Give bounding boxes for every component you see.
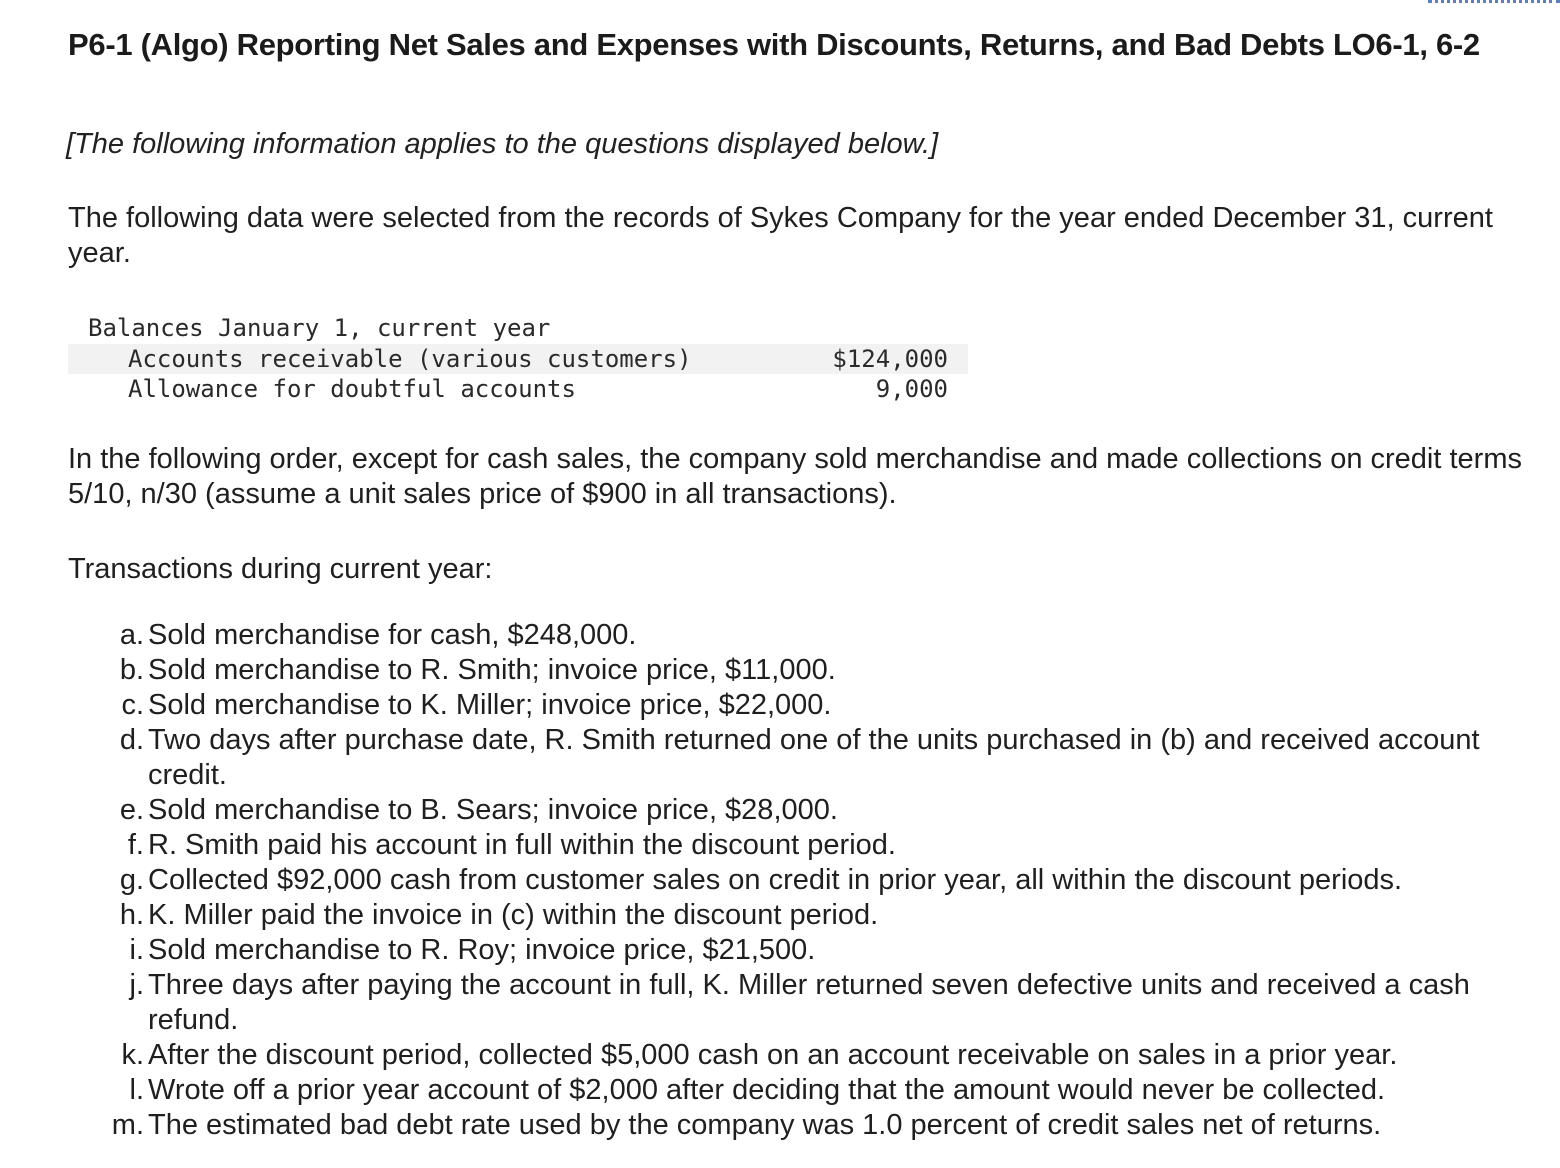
transaction-text: Sold merchandise to R. Smith; invoice price, $11,000. [148,654,836,686]
transaction-letter: l. [129,1074,144,1106]
credit-terms-paragraph: In the following order, except for cash sales, the company sold merchandise and made collections on credit terms 5/10, n/30 (assume a unit sales price of $900 in all transactions). [68,443,1522,510]
transaction-text: Sold merchandise to K. Miller; invoice price, $22,000. [148,689,832,721]
transaction-item [100,723,1540,793]
transaction-letter: i. [129,934,144,966]
transaction-item [100,1108,1540,1143]
transaction-letter: f. [127,829,144,861]
transaction-letter: b. [119,654,144,686]
transaction-letter: a. [119,619,144,651]
transaction-letter: e. [119,794,144,826]
transaction-letter: k. [121,1039,144,1071]
data-intro-paragraph: The following data were selected from the records of Sykes Company for the year ended December 31, current year. [68,202,1493,269]
transaction-text: The estimated bad debt rate used by the company was 1.0 percent of credit sales net of returns. [148,1109,1382,1141]
transaction-item [100,1073,1540,1108]
top-dotted-border [1428,0,1560,9]
transaction-item [100,863,1540,898]
transaction-item [100,793,1540,828]
transaction-item [100,688,1540,723]
transaction-letter: c. [121,689,144,721]
transaction-letter: m. [111,1109,144,1141]
transaction-item [100,968,1540,1038]
transaction-text: Three days after paying the account in full, K. Miller returned seven defective units and received a cash refund. [148,969,1470,1036]
transaction-item [100,618,1540,653]
transaction-letter: g. [119,864,144,896]
balance-amount: $124,000 [832,345,948,373]
transaction-text: After the discount period, collected $5,000 cash on an account receivable on sales in a prior year. [148,1039,1398,1071]
transaction-text: Two days after purchase date, R. Smith returned one of the units purchased in (b) and received account credit. [148,724,1480,791]
problem-title: P6-1 (Algo) Reporting Net Sales and Expenses with Discounts, Returns, and Bad Debts LO6-1, 6-2 [68,27,1480,62]
transactions-list [100,618,1540,1143]
transaction-text: Sold merchandise for cash, $248,000. [148,619,637,651]
transaction-text: Sold merchandise to B. Sears; invoice price, $28,000. [148,794,838,826]
transaction-text: Collected $92,000 cash from customer sales on credit in prior year, all within the discount periods. [148,864,1403,896]
balance-label: Allowance for doubtful accounts [128,375,576,403]
transaction-text: R. Smith paid his account in full within the discount period. [148,829,896,861]
transaction-letter: d. [119,724,144,756]
transaction-text: Sold merchandise to R. Roy; invoice price, $21,500. [148,934,816,966]
transaction-item [100,933,1540,968]
transaction-text: K. Miller paid the invoice in (c) within the discount period. [148,899,879,931]
transactions-heading: Transactions during current year: [68,553,493,585]
balance-label: Accounts receivable (various customers) [128,345,692,373]
balance-row [68,374,968,404]
balance-row [68,344,968,374]
transaction-item [100,828,1540,863]
transaction-item [100,1038,1540,1073]
transaction-item [100,898,1540,933]
transaction-letter: h. [119,899,144,931]
balance-amount: 9,000 [875,375,948,403]
balances-heading: Balances January 1, current year [88,314,551,342]
transaction-letter: j. [129,969,144,1001]
intro-note: [The following information applies to the questions displayed below.] [66,128,939,160]
transaction-text: Wrote off a prior year account of $2,000 after deciding that the amount would never be collected. [148,1074,1386,1106]
transaction-item [100,653,1540,688]
